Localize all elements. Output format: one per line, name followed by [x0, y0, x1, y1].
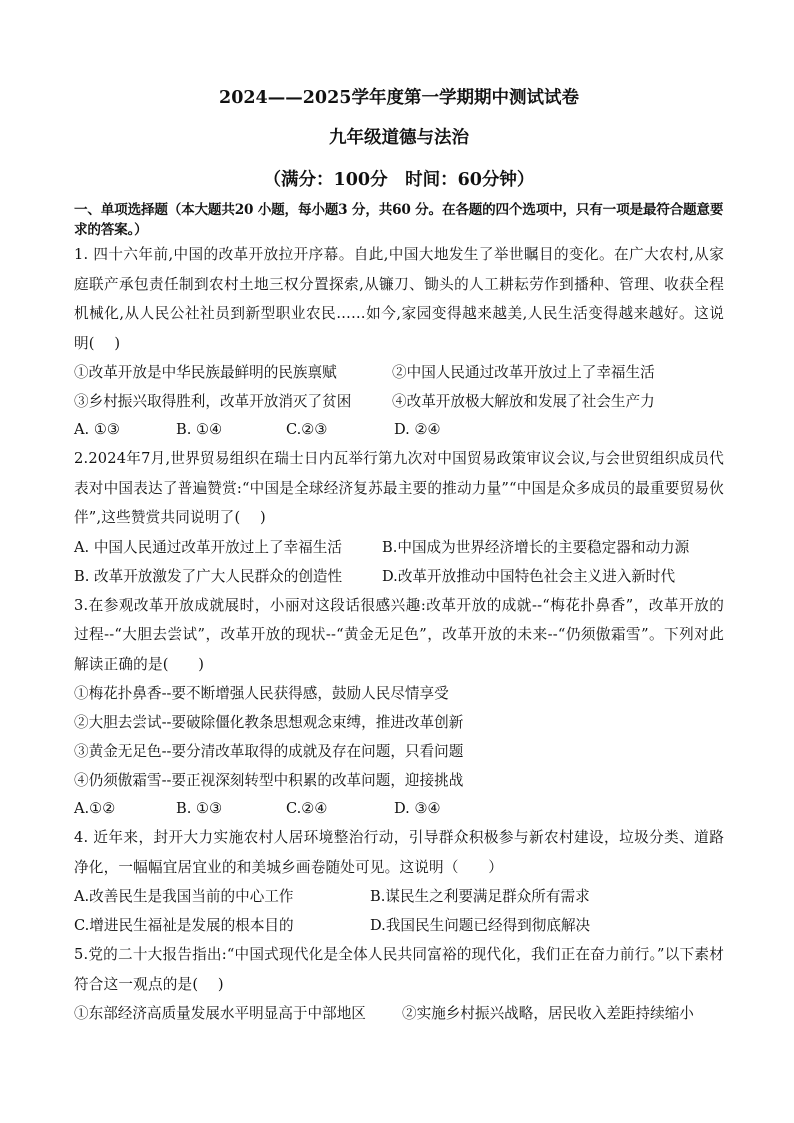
exam-page	[74, 86, 724, 1028]
options-row	[74, 882, 724, 911]
question-stem: 5.党的二十大报告指出:“中国式现代化是全体人民共同富裕的现代化，我们正在奋力前行。”以下素材符合这一观点的是( )	[74, 946, 724, 993]
question-3	[74, 591, 724, 824]
options-row	[74, 416, 724, 444]
option-b: B. ①③	[176, 800, 223, 817]
options-row	[74, 562, 724, 591]
statement: ④改革开放极大解放和发展了社会生产力	[392, 393, 655, 410]
statement: ②中国人民通过改革开放过上了幸福生活	[392, 364, 655, 381]
option-c: B. 改革开放激发了广大人民群众的创造性	[74, 567, 343, 585]
option-c: C.增进民生福祉是发展的根本目的	[74, 917, 294, 934]
option-d: D.改革开放推动中国特色社会主义进入新时代	[382, 567, 676, 585]
statement-row	[74, 387, 724, 416]
question-stem: 1. 四十六年前,中国的改革开放拉开序幕。自此,中国大地发生了举世瞩目的变化。在广大农村,从家庭联产承包责任制到农村土地三权分置探索,从镰刀、锄头的人工耕耘劳作到播种、管理、收获全程机械化,从人民公社社员到新型职业农民……如今,家园变得越来越美,人民生活变得越来越好。这说明( )	[74, 246, 724, 352]
statement: ③黄金无足色--要分清改革取得的成就及存在问题，只看问题	[74, 743, 464, 760]
option-c: C.②③	[286, 421, 328, 438]
statement: ①梅花扑鼻香--要不断增强人民获得感，鼓励人民尽情享受	[74, 685, 449, 702]
statement: ②大胆去尝试--要破除僵化教条思想观念束缚，推进改革创新	[74, 714, 464, 731]
question-4	[74, 823, 724, 940]
question-2	[74, 444, 724, 591]
statement-row	[74, 999, 724, 1028]
statement: ①改革开放是中华民族最鲜明的民族禀赋	[74, 364, 337, 381]
question-1	[74, 240, 724, 444]
exam-score-time: （满分：100分 时间：60分钟）	[263, 170, 535, 190]
option-a: A. ①③	[74, 421, 120, 438]
statement: ②实施乡村振兴战略，居民收入差距持续缩小	[402, 1005, 694, 1022]
option-d: D. ③④	[394, 800, 441, 817]
question-5	[74, 940, 724, 1028]
exam-subject: 九年级道德与法治	[329, 128, 469, 148]
option-d: D. ②④	[394, 421, 441, 438]
exam-title: 2024——2025学年度第一学期期中测试试卷	[219, 88, 579, 108]
question-stem: 2.2024年7月,世界贸易组织在瑞士日内瓦举行第九次对中国贸易政策审议会议,与会世贸组织成员代表对中国表达了普遍赞赏:“中国是全球经济复苏最主要的推动力量”“中国是众多成员的最重要贸易伙伴”,这些赞赏共同说明了( )	[74, 450, 724, 526]
statement: ①东部经济高质量发展水平明显高于中部地区	[74, 1005, 366, 1022]
options-row	[74, 911, 724, 940]
options-row	[74, 795, 724, 823]
option-d: D.我国民生问题已经得到彻底解决	[370, 917, 591, 934]
statement: ④仍须傲霜雪--要正视深刻转型中积累的改革问题，迎接挑战	[74, 772, 464, 789]
option-b: B.谋民生之利要满足群众所有需求	[370, 888, 590, 905]
options-row	[74, 533, 724, 562]
statement-row	[74, 358, 724, 387]
option-a: A.改善民生是我国当前的中心工作	[74, 888, 294, 905]
option-b: B. ①④	[176, 421, 223, 438]
statement: ③乡村振兴取得胜利，改革开放消灭了贫困	[74, 393, 352, 410]
option-c: C.②④	[286, 800, 328, 817]
option-a: A.①②	[74, 800, 116, 817]
section-heading: 一、单项选择题（本大题共20 小题，每小题3 分，共60 分。在各题的四个选项中，只有一项是最符合题意要求的答案。）	[74, 202, 724, 238]
option-a: A. 中国人民通过改革开放过上了幸福生活	[74, 538, 342, 556]
question-stem: 4. 近年来，封开大力实施农村人居环境整治行动，引导群众积极参与新农村建设，垃圾分类、道路净化，一幅幅宜居宜业的和美城乡画卷随处可见。这说明（ ）	[74, 829, 724, 876]
question-stem: 3.在参观改革开放成就展时，小丽对这段话很感兴趣:改革开放的成就--“梅花扑鼻香”，改革开放的过程--“大胆去尝试”，改革开放的现状--“黄金无足色”，改革开放的未来--“仍须傲霜雪”。下列对此解读正确的是( )	[74, 596, 724, 673]
option-b: B.中国成为世界经济增长的主要稳定器和动力源	[382, 538, 690, 556]
